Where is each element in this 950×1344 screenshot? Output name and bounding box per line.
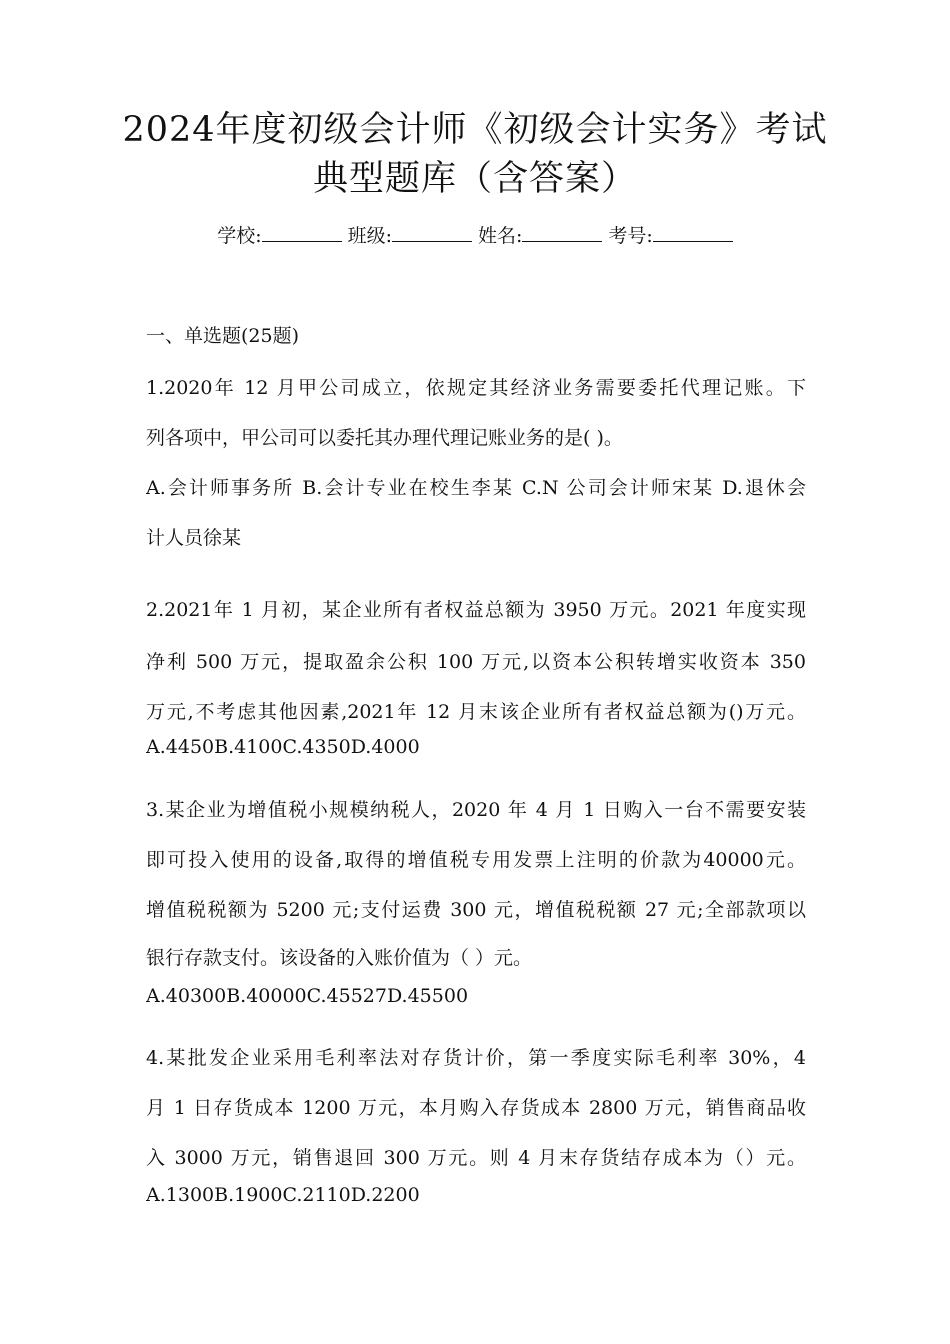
class-blank — [392, 223, 472, 242]
document-title-line-1: 2024年度初级会计师《初级会计实务》考试 — [122, 110, 828, 150]
document-title-line-2: 典型题库（含答案） — [312, 159, 637, 199]
question-4-line-1: 4.某批发企业采用毛利率法对存货计价，第一季度实际毛利率 30%，4 — [146, 1047, 806, 1069]
school-label: 学校: — [217, 225, 262, 247]
question-3-line-3: 增值税税额为 5200 元;支付运费 300 元，增值税税额 27 元;全部款项以 — [146, 899, 806, 921]
school-blank — [262, 223, 342, 242]
question-1-options-line-1: A.会计师事务所 B.会计专业在校生李某 C.N 公司会计师宋某 D.退休会 — [146, 477, 806, 499]
question-1-options-line-2: 计人员徐某 — [146, 527, 242, 549]
question-2-line-3: 万元,不考虑其他因素,2021年 12 月末该企业所有者权益总额为()万元。 — [146, 701, 806, 723]
name-label: 姓名: — [478, 225, 523, 247]
question-3-line-2: 即可投入使用的设备,取得的增值税专用发票上注明的价款为40000元。 — [146, 849, 806, 871]
question-2-line-1: 2.2021年 1 月初，某企业所有者权益总额为 3950 万元。2021 年度实现 — [146, 599, 806, 621]
question-4-line-3: 入 3000 万元，销售退回 300 万元。则 4 月末存货结存成本为（）元。 — [146, 1147, 806, 1169]
question-1-line-1: 1.2020年 12 月甲公司成立，依规定其经济业务需要委托代理记账。下 — [146, 377, 806, 399]
question-2-line-2: 净利 500 万元，提取盈余公积 100 万元,以资本公积转增实收资本 350 — [146, 651, 806, 673]
class-label: 班级: — [347, 225, 392, 247]
question-4-line-2: 月 1 日存货成本 1200 万元，本月购入存货成本 2800 万元，销售商品收 — [146, 1097, 806, 1119]
section-heading: 一、单选题(25题) — [146, 325, 300, 347]
question-3-line-1: 3.某企业为增值税小规模纳税人，2020 年 4 月 1 日购入一台不需要安装 — [146, 799, 806, 821]
student-info-row — [0, 222, 950, 250]
question-3-options: A.40300B.40000C.45527D.45500 — [146, 985, 469, 1007]
name-blank — [522, 223, 602, 242]
question-3-line-4: 银行存款支付。该设备的入账价值为（ ）元。 — [146, 947, 533, 969]
exam-number-label: 考号: — [608, 225, 653, 247]
exam-number-blank — [653, 223, 733, 242]
question-1-line-2: 列各项中，甲公司可以委托其办理代理记账业务的是( )。 — [146, 427, 623, 449]
question-4-options: A.1300B.1900C.2110D.2200 — [146, 1184, 420, 1206]
question-2-options: A.4450B.4100C.4350D.4000 — [146, 736, 420, 758]
